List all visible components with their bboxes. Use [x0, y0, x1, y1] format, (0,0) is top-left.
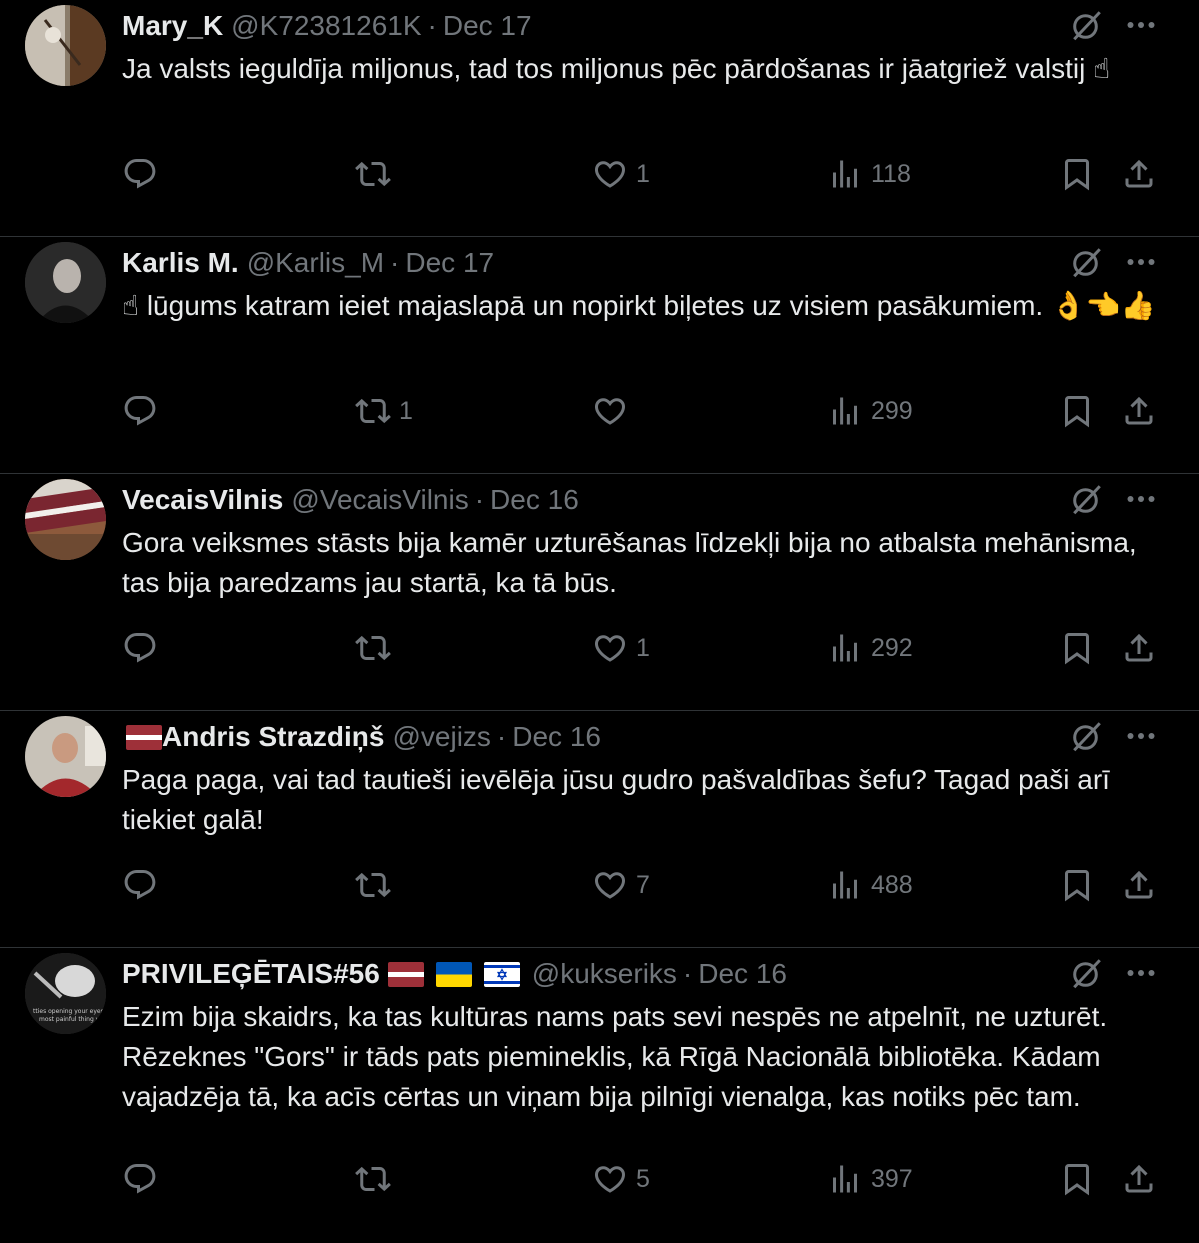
reply-icon: [122, 630, 158, 666]
share-icon: [1121, 1161, 1157, 1197]
tweet[interactable]: [0, 711, 1199, 948]
reply-button[interactable]: [122, 1155, 166, 1203]
author-name[interactable]: PRIVILEĢĒTAIS#56: [122, 958, 380, 989]
retweet-icon: [355, 1161, 391, 1197]
tweet-top-actions: [1069, 955, 1159, 991]
view-count: 488: [871, 870, 913, 899]
avatar-caption-line1: tties opening your eyes: [33, 1008, 104, 1015]
bookmark-button[interactable]: [1059, 1155, 1095, 1203]
retweet-button[interactable]: [355, 150, 399, 198]
retweet-icon: [355, 867, 391, 903]
author-name[interactable]: Mary_K: [122, 10, 224, 41]
bookmark-button[interactable]: [1059, 150, 1095, 198]
tweet-actions: [122, 861, 1160, 909]
avatar[interactable]: [25, 479, 106, 560]
avatar-caption-line2: most painful thing yo: [39, 1016, 103, 1023]
like-count: 5: [636, 1164, 650, 1193]
author-name[interactable]: Andris Strazdiņš: [162, 721, 385, 752]
views-button[interactable]: [827, 624, 913, 672]
tweet[interactable]: [0, 0, 1199, 237]
grok-icon[interactable]: [1069, 481, 1105, 517]
author-handle[interactable]: @kukseriks: [531, 958, 677, 989]
reply-button[interactable]: [122, 387, 166, 435]
views-button[interactable]: [827, 387, 913, 435]
view-count: 397: [871, 1164, 913, 1193]
separator-dot: ·: [682, 958, 693, 989]
like-button[interactable]: [592, 150, 650, 198]
like-button[interactable]: [592, 387, 636, 435]
author-handle[interactable]: @VecaisVilnis: [291, 484, 469, 515]
avatar[interactable]: [25, 242, 106, 323]
grok-icon[interactable]: [1069, 7, 1105, 43]
retweet-button[interactable]: [355, 387, 413, 435]
share-icon: [1121, 867, 1157, 903]
retweet-button[interactable]: [355, 624, 399, 672]
tweet-date[interactable]: Dec 16: [490, 484, 579, 515]
more-icon[interactable]: [1123, 955, 1159, 991]
separator-dot: ·: [427, 10, 437, 41]
heart-icon: [592, 1161, 628, 1197]
bookmark-icon: [1059, 393, 1095, 429]
tweet-actions: [122, 1155, 1160, 1203]
tweet-text: ☝ lūgums katram ieiet majaslapā un nopirkt biļetes uz visiem pasākumiem. 👌👈👍: [122, 290, 1156, 321]
like-button[interactable]: [592, 861, 650, 909]
tweet-actions: [122, 624, 1160, 672]
author-handle[interactable]: @Karlis_M: [246, 247, 385, 278]
author-name[interactable]: VecaisVilnis: [122, 484, 284, 515]
avatar[interactable]: [25, 953, 106, 1034]
views-icon: [827, 156, 863, 192]
views-icon: [827, 393, 863, 429]
tweet-top-actions: [1069, 7, 1159, 43]
bookmark-icon: [1059, 630, 1095, 666]
like-count: 1: [636, 159, 650, 188]
more-icon[interactable]: [1123, 481, 1159, 517]
reply-button[interactable]: [122, 861, 166, 909]
views-icon: [827, 1161, 863, 1197]
like-button[interactable]: [592, 624, 650, 672]
tweet-date[interactable]: Dec 17: [442, 10, 532, 41]
reply-icon: [122, 1161, 158, 1197]
separator-dot: ·: [390, 247, 400, 278]
tweet-top-actions: [1069, 244, 1159, 280]
heart-icon: [592, 393, 628, 429]
author-name[interactable]: Karlis M.: [122, 247, 239, 278]
reply-icon: [122, 393, 158, 429]
bookmark-button[interactable]: [1059, 624, 1095, 672]
more-icon[interactable]: [1123, 718, 1159, 754]
avatar[interactable]: [25, 5, 106, 86]
share-icon: [1121, 393, 1157, 429]
retweet-button[interactable]: [355, 1155, 399, 1203]
share-button[interactable]: [1121, 1155, 1157, 1203]
heart-icon: [592, 867, 628, 903]
share-icon: [1121, 630, 1157, 666]
latvia-flag-icon: [388, 962, 424, 987]
views-button[interactable]: [827, 1155, 913, 1203]
like-count: 1: [636, 633, 650, 662]
latvia-flag-icon: [126, 725, 162, 750]
more-icon[interactable]: [1123, 244, 1159, 280]
like-count: 7: [636, 870, 650, 899]
tweet-header: [122, 957, 787, 991]
more-icon[interactable]: [1123, 7, 1159, 43]
heart-icon: [592, 156, 628, 192]
reply-icon: [122, 867, 158, 903]
tweet-header: [122, 246, 494, 280]
tweet-header: [122, 483, 579, 517]
retweet-button[interactable]: [355, 861, 399, 909]
author-handle[interactable]: @vejizs: [392, 721, 491, 752]
tweet-top-actions: [1069, 718, 1159, 754]
bookmark-button[interactable]: [1059, 387, 1095, 435]
tweet-actions: [122, 150, 1160, 198]
grok-icon[interactable]: [1069, 718, 1105, 754]
view-count: 292: [871, 633, 913, 662]
views-button[interactable]: [827, 150, 911, 198]
views-icon: [827, 630, 863, 666]
bookmark-icon: [1059, 867, 1095, 903]
views-button[interactable]: [827, 861, 913, 909]
grok-icon[interactable]: [1069, 244, 1105, 280]
views-icon: [827, 867, 863, 903]
tweet-text: Paga paga, vai tad tautieši ievēlēja jūsu gudro pašvaldības šefu? Tagad paši arī tiekiet galā!: [122, 764, 1110, 835]
tweet[interactable]: [0, 948, 1199, 1242]
tweet-text: Ja valsts ieguldīja miljonus, tad tos miljonus pēc pārdošanas ir jāatgriež valstij ☝: [122, 53, 1111, 84]
share-icon: [1121, 156, 1157, 192]
bookmark-icon: [1059, 156, 1095, 192]
view-count: 118: [871, 159, 911, 188]
share-button[interactable]: [1121, 150, 1157, 198]
share-button[interactable]: [1121, 387, 1157, 435]
tweet-header: [122, 9, 532, 43]
retweet-icon: [355, 630, 391, 666]
tweet[interactable]: [0, 237, 1199, 474]
view-count: 299: [871, 396, 913, 425]
separator-dot: ·: [474, 484, 485, 515]
tweet-date[interactable]: Dec 16: [698, 958, 787, 989]
share-button[interactable]: [1121, 624, 1157, 672]
tweet-header: [122, 720, 601, 754]
tweet-date[interactable]: Dec 17: [405, 247, 495, 278]
avatar[interactable]: [25, 716, 106, 797]
tweet-text: Ezim bija skaidrs, ka tas kultūras nams pats sevi nespēs ne atpelnīt, ne uzturēt. Rēzeknes "Gors" ir tāds pats piemineklis, kā Rīgā Nacionālā bibliotēka. Kādam vajadzēja tā, ka acīs cērtas un viņam bija pilnīgi vienalga, kas notiks pēc tam.: [122, 1001, 1108, 1112]
bookmark-icon: [1059, 1161, 1095, 1197]
grok-icon[interactable]: [1069, 955, 1105, 991]
reply-icon: [122, 156, 158, 192]
bookmark-button[interactable]: [1059, 861, 1095, 909]
like-button[interactable]: [592, 1155, 650, 1203]
tweet-top-actions: [1069, 481, 1159, 517]
reply-button[interactable]: [122, 624, 166, 672]
reply-button[interactable]: [122, 150, 166, 198]
tweet[interactable]: [0, 474, 1199, 711]
retweet-count: 1: [399, 396, 413, 425]
heart-icon: [592, 630, 628, 666]
tweet-date[interactable]: Dec 16: [512, 721, 601, 752]
retweet-icon: [355, 156, 391, 192]
separator-dot: ·: [496, 721, 507, 752]
israel-flag-icon: [484, 962, 520, 987]
tweet-text: Gora veiksmes stāsts bija kamēr uzturēšanas līdzekļi bija no atbalsta mehānisma, tas bija paredzams jau startā, ka tā būs.: [122, 527, 1137, 598]
share-button[interactable]: [1121, 861, 1157, 909]
tweet-actions: [122, 387, 1160, 435]
ukraine-flag-icon: [436, 962, 472, 987]
author-handle[interactable]: @K72381261K: [231, 10, 422, 41]
retweet-icon: [355, 393, 391, 429]
